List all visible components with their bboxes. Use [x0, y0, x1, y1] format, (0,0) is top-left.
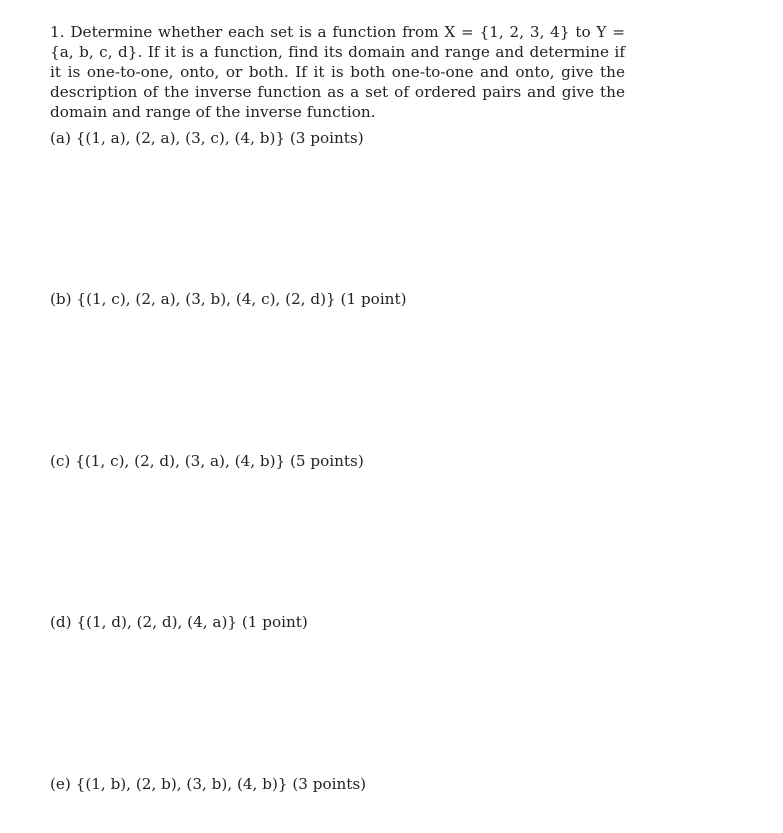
part-set: {(1, b), (2, b), (3, b), (4, b)} [75, 775, 288, 793]
part-set: {(1, a), (2, a), (3, c), (4, b)} [75, 129, 286, 147]
part-points: (3 points) [292, 775, 367, 793]
part-points: (5 points) [290, 452, 364, 470]
part-label: (e) [50, 775, 71, 793]
problem-number: 1. [50, 23, 65, 41]
part-points: (1 point) [241, 613, 308, 631]
part-label: (b) [50, 290, 72, 308]
part-points: (3 points) [289, 129, 364, 147]
part-label: (d) [50, 613, 72, 631]
part-label: (a) [50, 129, 71, 147]
part-b [50, 289, 407, 309]
part-set: {(1, c), (2, a), (3, b), (4, c), (2, d)} [76, 290, 336, 308]
part-set: {(1, c), (2, d), (3, a), (4, b)} [75, 452, 286, 470]
part-d [50, 612, 308, 632]
problem-statement [50, 22, 625, 122]
problem-text: Determine whether each set is a function from X = {1, 2, 3, 4} to Y = {a, b, c, d}. If it is a function, find its domain and range and determine if it is one-to-one, onto, or both. If it is both one-to-one and onto, give the description of the inverse function as a set of ordered pairs and give the domain and range of the inverse function. [50, 23, 625, 121]
part-points: (1 point) [340, 290, 407, 308]
part-label: (c) [50, 452, 71, 470]
part-c [50, 451, 364, 471]
part-e [50, 774, 366, 794]
part-a [50, 128, 364, 148]
part-set: {(1, d), (2, d), (4, a)} [76, 613, 238, 631]
